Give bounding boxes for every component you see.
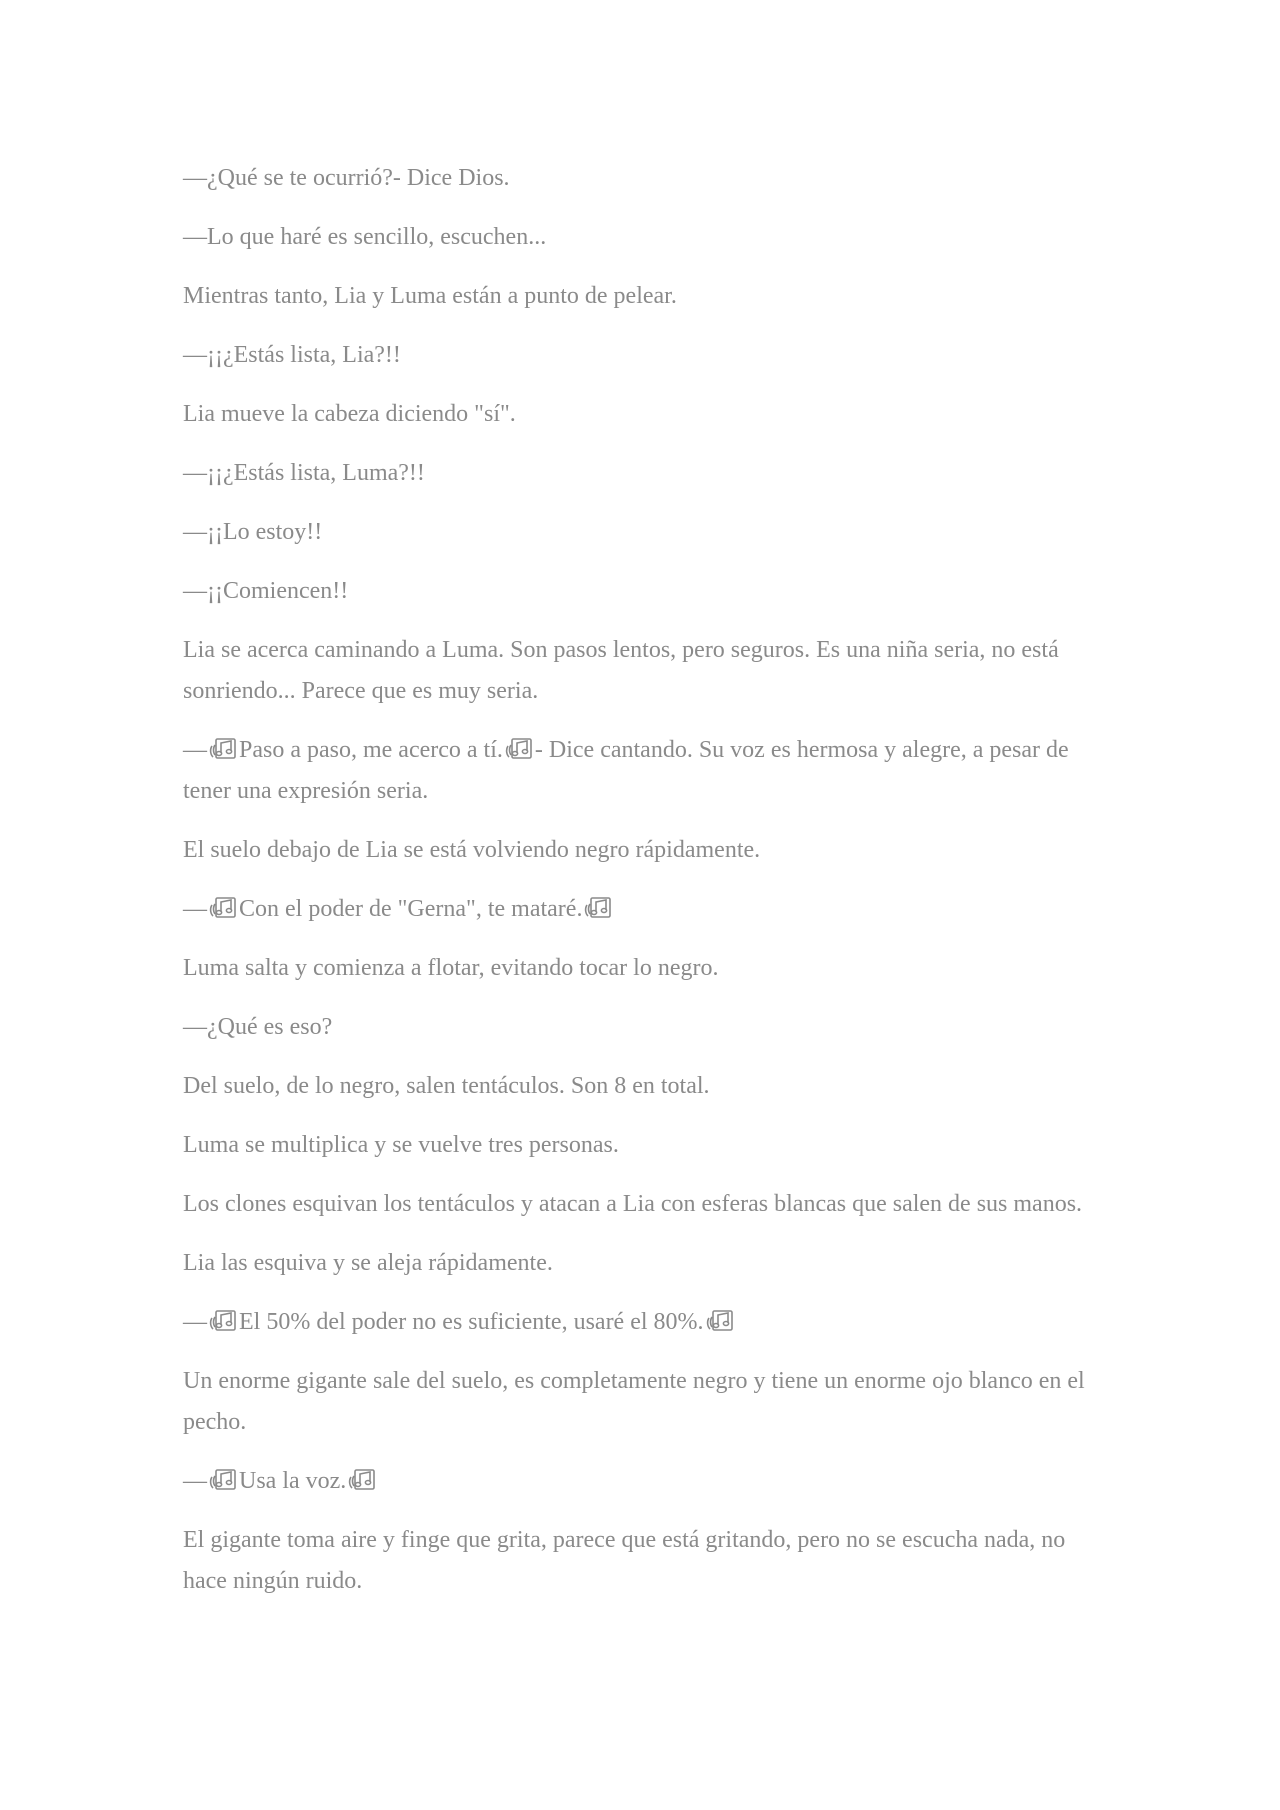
music-notes-icon	[347, 1467, 377, 1493]
paragraph: Lia las esquiva y se aleja rápidamente.	[183, 1250, 553, 1276]
paragraph: —¡¡Lo estoy!!	[183, 519, 323, 545]
paragraph: Un enorme gigante sale del suelo, es completamente negro y tiene un enorme ojo blanco en el pecho.	[183, 1368, 1085, 1435]
paragraph: Luma salta y comienza a flotar, evitando tocar lo negro.	[183, 955, 719, 981]
dialogue-dash: —	[183, 896, 207, 922]
music-notes-icon	[504, 736, 534, 762]
sung-paragraph	[183, 730, 1103, 812]
sung-line: Con el poder de "Gerna", te mataré.	[239, 896, 583, 922]
paragraph: Lia se acerca caminando a Luma. Son pasos lentos, pero seguros. Es una niña seria, no está sonriendo... Parece que es muy seria.	[183, 637, 1059, 704]
sung-line: Usa la voz.	[239, 1468, 347, 1494]
paragraph: El gigante toma aire y finge que grita, parece que está gritando, pero no se escucha nada, no hace ningún ruido.	[183, 1527, 1066, 1594]
paragraph: —¡¡¿Estás lista, Lia?!!	[183, 342, 401, 368]
paragraph: El suelo debajo de Lia se está volviendo negro rápidamente.	[183, 837, 761, 863]
sung-paragraph	[183, 1302, 1103, 1343]
music-notes-icon	[208, 736, 238, 762]
sung-line: El 50% del poder no es suficiente, usaré el 80%.	[239, 1309, 704, 1335]
music-notes-icon	[583, 895, 613, 921]
paragraph: —¿Qué es eso?	[183, 1014, 333, 1040]
music-notes-icon	[208, 895, 238, 921]
paragraph: —¡¡¿Estás lista, Luma?!!	[183, 460, 425, 486]
music-notes-icon	[208, 1467, 238, 1493]
music-notes-icon	[208, 1308, 238, 1334]
music-notes-icon	[705, 1308, 735, 1334]
paragraph: Mientras tanto, Lia y Luma están a punto de pelear.	[183, 283, 677, 309]
narration: - Dice cantando. Su voz es hermosa y alegre, a pesar de tener una expresión seria.	[183, 737, 1069, 804]
paragraph: Lia mueve la cabeza diciendo "sí".	[183, 401, 516, 427]
sung-paragraph	[183, 889, 1103, 930]
paragraph: Del suelo, de lo negro, salen tentáculos. Son 8 en total.	[183, 1073, 710, 1099]
dialogue-dash: —	[183, 1309, 207, 1335]
dialogue-dash: —	[183, 737, 207, 763]
story-text	[183, 158, 1103, 1620]
dialogue-dash: —	[183, 1468, 207, 1494]
sung-paragraph	[183, 1461, 1103, 1502]
paragraph: —Lo que haré es sencillo, escuchen...	[183, 224, 547, 250]
paragraph: —¿Qué se te ocurrió?- Dice Dios.	[183, 165, 510, 191]
paragraph: —¡¡Comiencen!!	[183, 578, 349, 604]
paragraph: Luma se multiplica y se vuelve tres personas.	[183, 1132, 619, 1158]
paragraph: Los clones esquivan los tentáculos y atacan a Lia con esferas blancas que salen de sus manos.	[183, 1191, 1083, 1217]
sung-line: Paso a paso, me acerco a tí.	[239, 737, 503, 763]
